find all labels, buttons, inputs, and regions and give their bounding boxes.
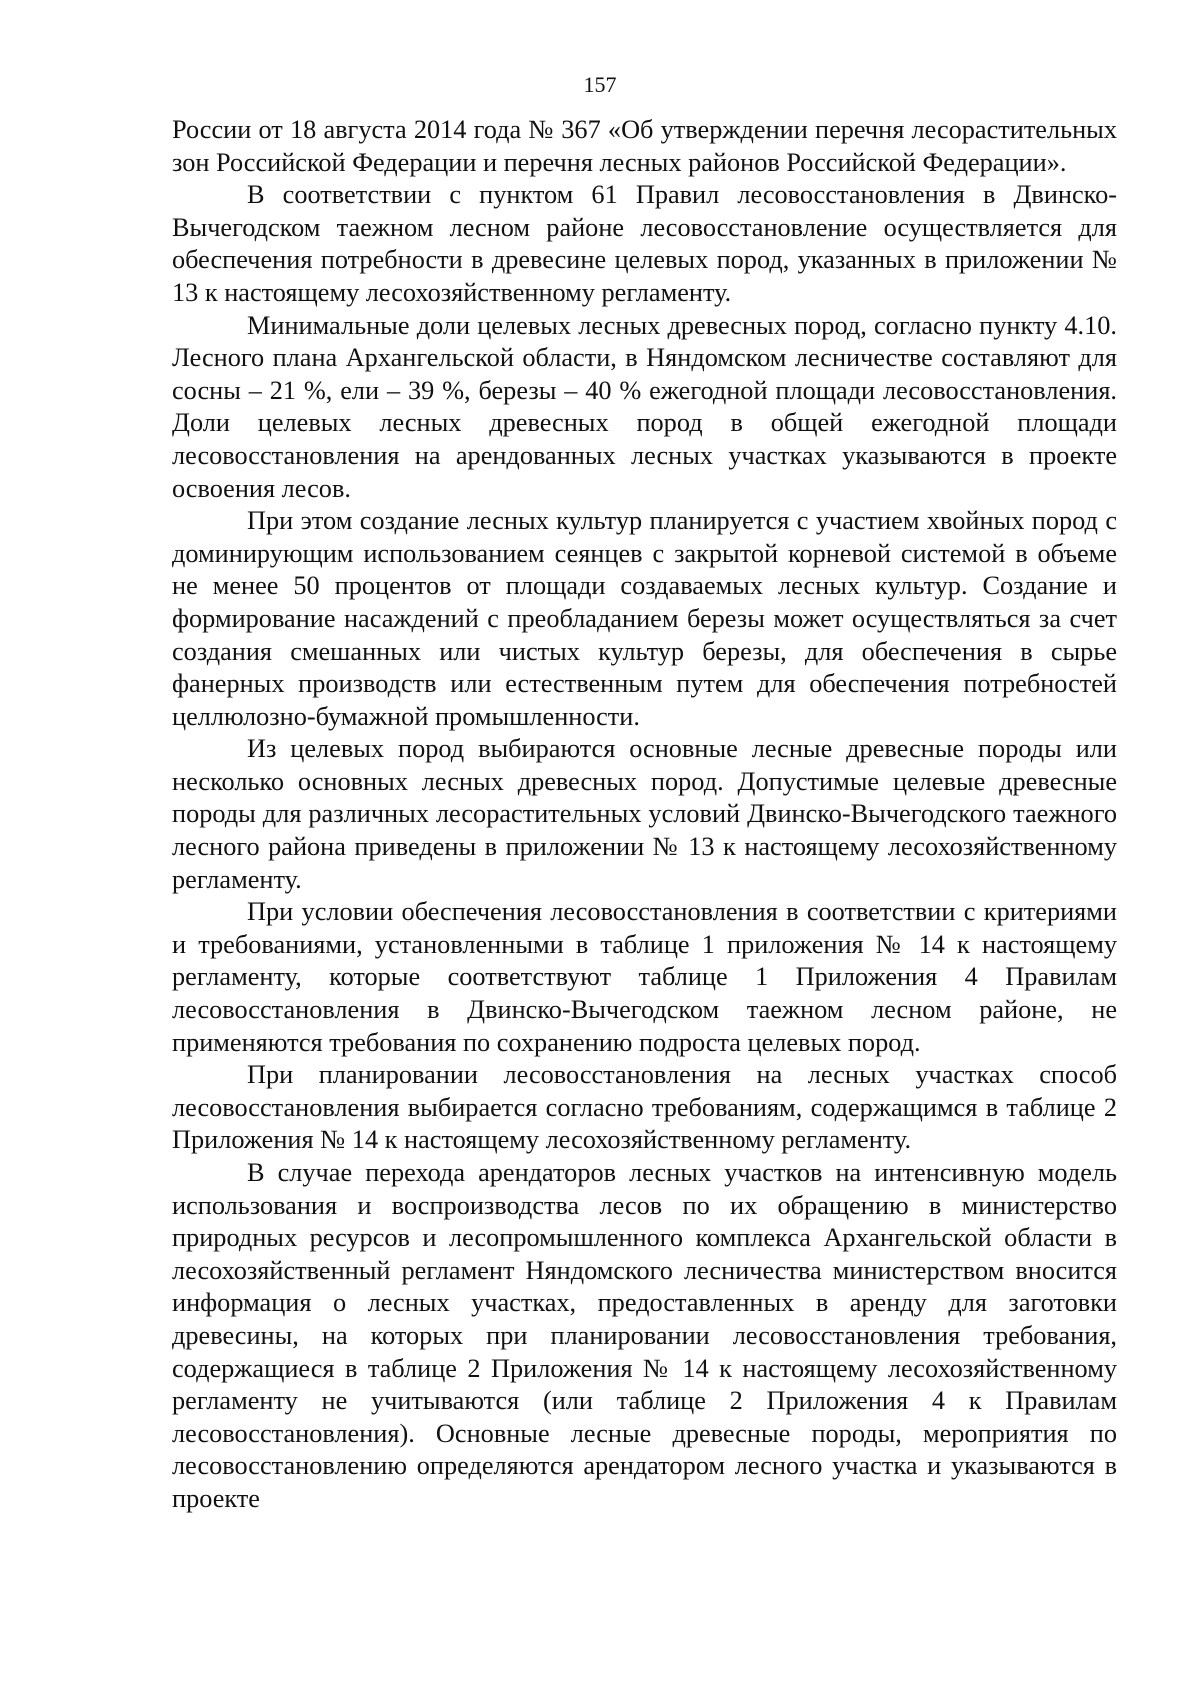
paragraph: В случае перехода арендаторов лесных участков на интенсивную модель использования и воспроизводства лесов по их обращению в министерство природных ресурсов и лесопромышленного комплекса Архангельской области в лесохозяйственный регламент Няндомского лесничества министерством вносится информация о лесных участках, предоставленных в аренду для заготовки древесины, на которых при планировании лесовосстановления требования, содержащиеся в таблице 2 Приложения № 14 к настоящему лесохозяйственному регламенту не учитываются (или таблице 2 Приложения 4 к Правилам лесовосстановления). Основные лесные древесные породы, мероприятия по лесовосстановлению определяются арендатором лесного участка и указываются в проекте xyxy=(172,1158,1117,1513)
paragraph: Минимальные доли целевых лесных древесных пород, согласно пункту 4.10. Лесного плана Архангельской области, в Няндомском лесничестве составляют для сосны – 21 %, ели – 39 %, березы – 40 % ежегодной площади лесовосстановления. Доли целевых лесных древесных пород в общей ежегодной площади лесовосстановления на арендованных лесных участках указываются в проекте освоения лесов. xyxy=(172,310,1117,503)
paragraph-continuation: России от 18 августа 2014 года № 367 «Об утверждении перечня лесорастительных зон Российской Федерации и перечня лесных районов Российской Федерации». xyxy=(172,115,1117,177)
page-number: 157 xyxy=(583,72,617,97)
paragraph: При условии обеспечения лесовосстановления в соответствии с критериями и требованиями, установленными в таблице 1 приложения № 14 к настоящему регламенту, которые соответствуют таблице 1 Приложения 4 Правилам лесовосстановления в Двинско-Вычегодском таежном лесном районе, не применяются требования по сохранению подроста целевых пород. xyxy=(172,897,1117,1057)
paragraph: Из целевых пород выбираются основные лесные древесные породы или несколько основных лесных древесных пород. Допустимые целевые древесные породы для различных лесорастительных условий Двинско-Вычегодского таежного лесного района приведены в приложении № 13 к настоящему лесохозяйственному регламенту. xyxy=(172,734,1117,894)
paragraph: При планировании лесовосстановления на лесных участках способ лесовосстановления выбирается согласно требованиям, содержащимся в таблице 2 Приложения № 14 к настоящему лесохозяйственному регламенту. xyxy=(172,1060,1117,1155)
paragraph: В соответствии с пунктом 61 Правил лесовосстановления в Двинско-Вычегодском таежном лесном районе лесовосстановление осуществляется для обеспечения потребности в древесине целевых пород, указанных в приложении № 13 к настоящему лесохозяйственному регламенту. xyxy=(172,180,1117,307)
document-body xyxy=(172,114,1117,1516)
paragraph: При этом создание лесных культур планируется с участием хвойных пород с доминирующим использованием сеянцев с закрытой корневой системой в объеме не менее 50 процентов от площади создаваемых лесных культур. Создание и формирование насаждений с преобладанием березы может осуществляться за счет создания смешанных или чистых культур березы, для обеспечения в сырье фанерных производств или естественным путем для обеспечения потребностей целлюлозно-бумажной промышленности. xyxy=(172,506,1117,731)
